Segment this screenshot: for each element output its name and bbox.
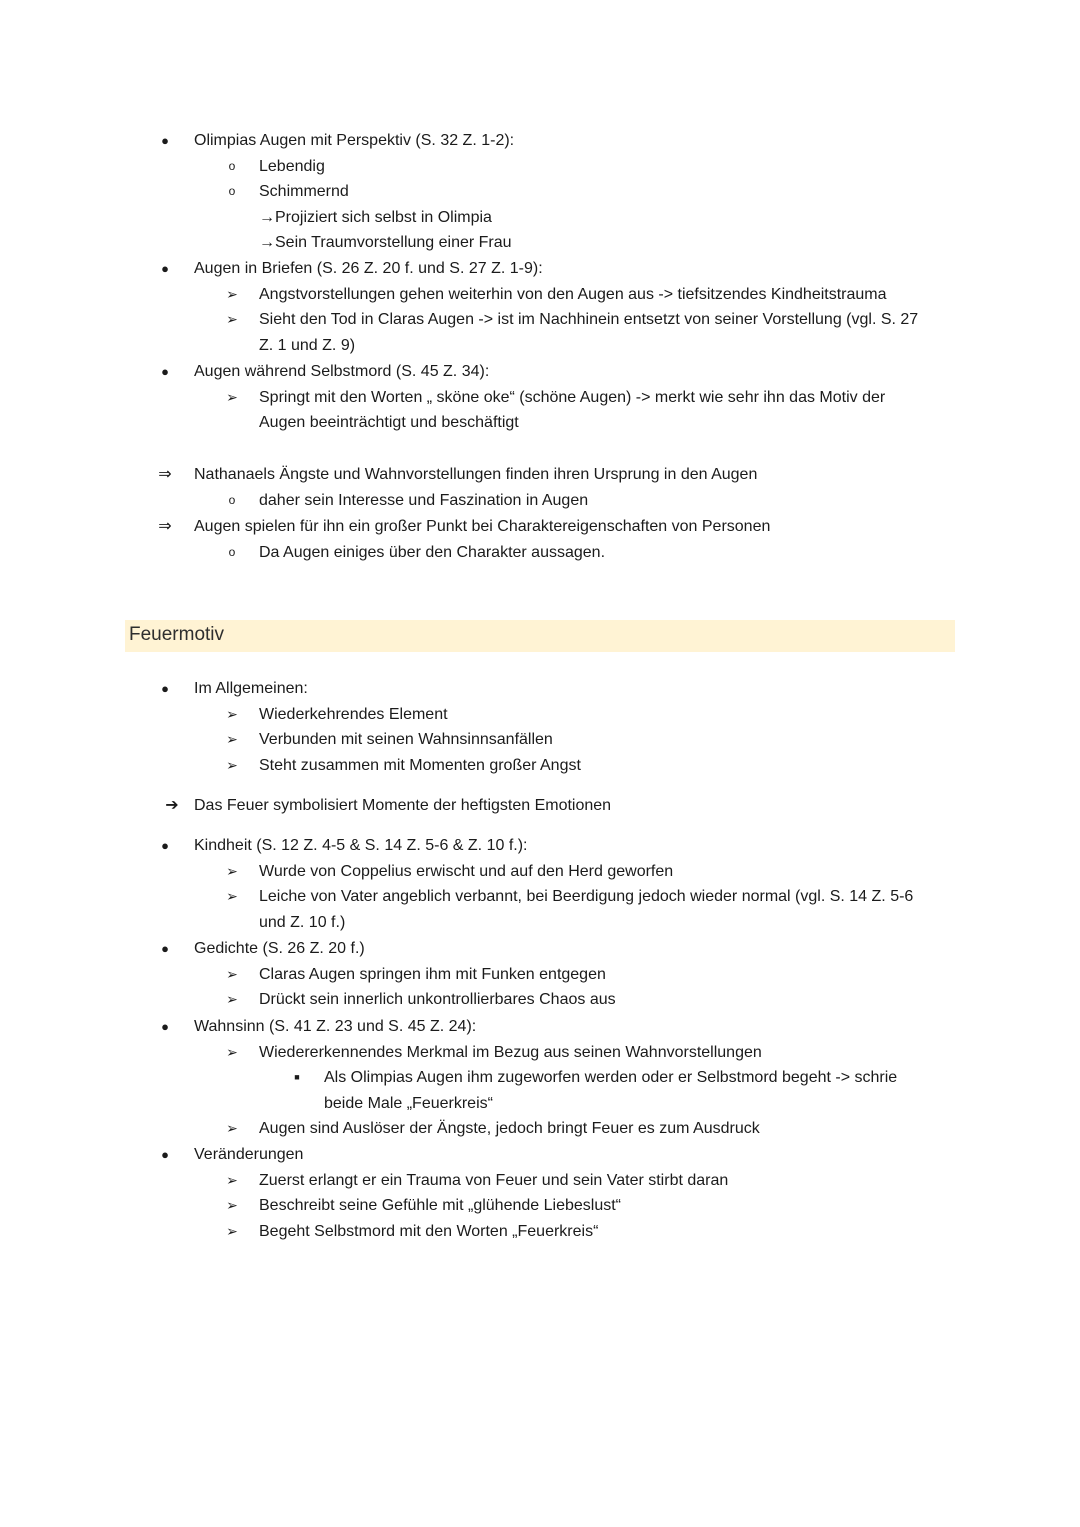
arrowhead-bullet-icon: ➢ [226, 1222, 238, 1239]
list-item [0, 1040, 1080, 1066]
bullet-icon: ● [161, 1019, 169, 1034]
note-text: →Sein Traumvorstellung einer Frau [259, 234, 512, 252]
list-item [0, 307, 1080, 333]
list-item-text: Steht zusammen mit Momenten großer Angst [259, 756, 581, 774]
implies-arrow-icon: ⇒ [158, 518, 172, 536]
bold-arrow-icon: ➔ [165, 797, 179, 814]
note-line [0, 230, 1080, 256]
list-item-text: Wiederkehrendes Element [259, 705, 448, 723]
list-item [0, 1219, 1080, 1245]
list-item-text: Beschreibt seine Gefühle mit „glühende Liebeslust“ [259, 1197, 621, 1215]
list-item-text: Da Augen einiges über den Charakter aussagen. [259, 543, 606, 561]
list-item [0, 1142, 1080, 1168]
arrowhead-bullet-icon: ➢ [226, 756, 238, 773]
list-item [0, 256, 1080, 282]
square-bullet-icon: ■ [294, 1072, 300, 1083]
list-item-text: Schimmernd [259, 183, 349, 201]
list-item-text: Claras Augen springen ihm mit Funken entgegen [259, 965, 606, 983]
list-item-text: Augen sind Auslöser der Ängste, jedoch bringt Feuer es zum Ausdruck [259, 1120, 760, 1138]
list-item-text: Wiedererkennendes Merkmal im Bezug aus seinen Wahnvorstellungen [259, 1043, 762, 1061]
list-item [0, 488, 1080, 514]
continuation-line [0, 1091, 1080, 1117]
allgemein-block [0, 676, 1080, 778]
wahnsinn-block [0, 1014, 1080, 1142]
list-item [0, 385, 1080, 411]
list-item-text: Augen beeinträchtigt und beschäftigt [259, 414, 519, 432]
list-item-text: Sieht den Tod in Claras Augen -> ist im Nachhinein entsetzt von seiner Vorstellung (vgl. S. 27 [259, 311, 919, 329]
bullet-icon: ● [161, 1147, 169, 1162]
section-heading [125, 620, 955, 652]
list-item-text: Veränderungen [194, 1146, 304, 1163]
list-item-text: beide Male „Feuerkreis“ [324, 1094, 493, 1112]
conclusion-item [0, 793, 1080, 819]
list-item [0, 128, 1080, 154]
list-item [0, 1193, 1080, 1219]
list-item-text: Augen in Briefen (S. 26 Z. 20 f. und S. 27 Z. 1-9): [194, 260, 543, 277]
note-text: →Projiziert sich selbst in Olimpia [259, 208, 492, 226]
arrowhead-bullet-icon: ➢ [226, 731, 238, 748]
list-item-text: Springt mit den Worten „ sköne oke“ (schöne Augen) -> merkt wie sehr ihn das Motiv der [259, 388, 886, 406]
list-item [0, 962, 1080, 988]
list-item-text: Wahnsinn (S. 41 Z. 23 und S. 45 Z. 24): [194, 1018, 477, 1035]
arrowhead-bullet-icon: ➢ [226, 1120, 238, 1137]
circle-bullet-icon: o [228, 158, 236, 173]
list-item [0, 676, 1080, 702]
continuation-line [0, 333, 1080, 359]
list-item-text: Leiche von Vater angeblich verbannt, bei Beerdigung jedoch wieder normal (vgl. S. 14 Z. 5-6 [259, 888, 914, 906]
arrowhead-bullet-icon: ➢ [226, 705, 238, 722]
list-item [0, 859, 1080, 885]
bullet-icon: ● [161, 133, 169, 148]
list-item-text: Als Olimpias Augen ihm zugeworfen werden oder er Selbstmord begeht -> schrie [324, 1069, 898, 1087]
arrowhead-bullet-icon: ➢ [226, 285, 238, 302]
list-item-text: Drückt sein innerlich unkontrollierbares Chaos aus [259, 991, 616, 1009]
feuer-conclusion [0, 793, 1080, 819]
list-item [0, 154, 1080, 180]
list-item [0, 1116, 1080, 1142]
list-item [0, 1168, 1080, 1194]
conclusion-text: Das Feuer symbolisiert Momente der heftigsten Emotionen [194, 797, 612, 814]
list-item-text: Im Allgemeinen: [194, 680, 308, 697]
list-item [0, 179, 1080, 205]
list-item [0, 987, 1080, 1013]
olimpia-block [0, 128, 1080, 256]
arrowhead-bullet-icon: ➢ [226, 862, 238, 879]
continuation-line [0, 410, 1080, 436]
list-item [0, 753, 1080, 779]
bullet-icon: ● [161, 681, 169, 696]
arrowhead-bullet-icon: ➢ [226, 965, 238, 982]
list-item-text: Gedichte (S. 26 Z. 20 f.) [194, 940, 365, 957]
list-item [0, 936, 1080, 962]
list-item-text: Wurde von Coppelius erwischt und auf den Herd geworfen [259, 862, 674, 880]
bullet-icon: ● [161, 838, 169, 853]
circle-bullet-icon: o [228, 184, 236, 199]
bullet-icon: ● [161, 364, 169, 379]
list-item [0, 1014, 1080, 1040]
selbstmord-block [0, 359, 1080, 436]
arrowhead-bullet-icon: ➢ [226, 1171, 238, 1188]
list-item-text: Olimpias Augen mit Perspektiv (S. 32 Z. 1-2): [194, 132, 515, 149]
conclusion-text: Augen spielen für ihn ein großer Punkt bei Charaktereigenschaften von Personen [194, 518, 771, 536]
veraenderungen-block [0, 1142, 1080, 1244]
arrowhead-bullet-icon: ➢ [226, 388, 238, 405]
list-item [0, 833, 1080, 859]
bullet-icon: ● [161, 941, 169, 956]
arrowhead-bullet-icon: ➢ [226, 1043, 238, 1060]
list-item [0, 702, 1080, 728]
list-item [0, 359, 1080, 385]
circle-bullet-icon: o [228, 544, 236, 559]
list-item [0, 540, 1080, 566]
list-item [0, 282, 1080, 308]
list-item-text: Z. 1 und Z. 9) [259, 336, 356, 354]
section-heading-text: Feuermotiv [129, 624, 225, 645]
note-line [0, 205, 1080, 231]
list-item-text: daher sein Interesse und Faszination in Augen [259, 491, 589, 509]
list-item [0, 1065, 1080, 1091]
arrowhead-bullet-icon: ➢ [226, 1197, 238, 1214]
conclusion-block [0, 462, 1080, 565]
kindheit-block [0, 833, 1080, 935]
conclusion-item [0, 514, 1080, 540]
bullet-icon: ● [161, 261, 169, 276]
list-item [0, 884, 1080, 910]
list-item [0, 727, 1080, 753]
list-item-text: Verbunden mit seinen Wahnsinnsanfällen [259, 731, 553, 749]
briefe-block [0, 256, 1080, 358]
list-item-text: Kindheit (S. 12 Z. 4-5 & S. 14 Z. 5-6 & Z. 10 f.): [194, 837, 528, 854]
list-item-text: und Z. 10 f.) [259, 913, 346, 931]
list-item-text: Angstvorstellungen gehen weiterhin von den Augen aus -> tiefsitzendes Kindheitstrauma [259, 285, 887, 303]
arrowhead-bullet-icon: ➢ [226, 888, 238, 905]
circle-bullet-icon: o [228, 492, 236, 507]
list-item-text: Lebendig [259, 157, 325, 175]
conclusion-text: Nathanaels Ängste und Wahnvorstellungen finden ihren Ursprung in den Augen [194, 466, 758, 483]
implies-arrow-icon: ⇒ [158, 466, 172, 483]
arrowhead-bullet-icon: ➢ [226, 311, 238, 328]
arrowhead-bullet-icon: ➢ [226, 991, 238, 1008]
list-item-text: Zuerst erlangt er ein Trauma von Feuer und sein Vater stirbt daran [259, 1171, 729, 1189]
list-item-text: Begeht Selbstmord mit den Worten „Feuerkreis“ [259, 1222, 599, 1240]
continuation-line [0, 910, 1080, 936]
gedichte-block [0, 936, 1080, 1013]
list-item-text: Augen während Selbstmord (S. 45 Z. 34): [194, 363, 490, 380]
conclusion-item [0, 462, 1080, 488]
